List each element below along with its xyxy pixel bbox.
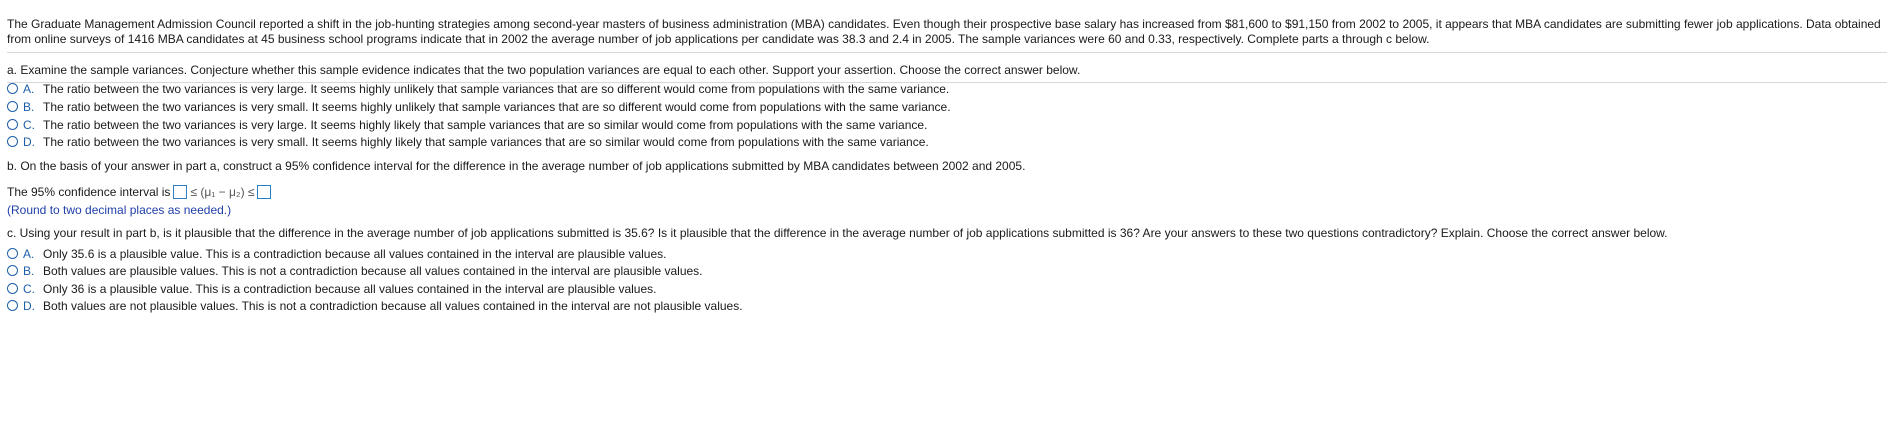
- option-text: Only 35.6 is a plausible value. This is a contradiction because all values contained in the interval are plausible values.: [43, 246, 667, 261]
- option-letter: D.: [23, 134, 35, 149]
- option-letter: A.: [23, 81, 35, 96]
- part-a-option-a[interactable]: [7, 80, 949, 97]
- option-text: The ratio between the two variances is very small. It seems highly unlikely that sample variances that are so different would come from populations with the same variance.: [43, 99, 951, 114]
- part-c-question: c. Using your result in part b, is it plausible that the difference in the average number of job applications submitted is 35.6? Is it plausible that the difference in the average number of job applications submitted is 36? Are your answers to these two questions contradictory? Explain. Choose the correct answer below.: [7, 226, 1668, 240]
- radio-button[interactable]: [7, 119, 18, 130]
- part-c-option-c[interactable]: [7, 280, 656, 297]
- ci-expression: ≤ (μ₁ − μ₂) ≤: [190, 185, 255, 199]
- option-letter: D.: [23, 298, 35, 313]
- radio-button[interactable]: [7, 300, 18, 311]
- radio-button[interactable]: [7, 136, 18, 147]
- part-c-option-a[interactable]: [7, 245, 666, 262]
- radio-button[interactable]: [7, 83, 18, 94]
- lower-bound-input[interactable]: [173, 185, 187, 199]
- confidence-interval-line: [7, 183, 274, 201]
- option-text: The ratio between the two variances is very large. It seems highly likely that sample variances that are so similar would come from populations with the same variance.: [43, 117, 928, 132]
- radio-button[interactable]: [7, 248, 18, 259]
- radio-button[interactable]: [7, 101, 18, 112]
- part-a-option-c[interactable]: [7, 116, 927, 133]
- option-text: The ratio between the two variances is very small. It seems highly likely that sample variances that are so similar would come from populations with the same variance.: [43, 134, 929, 149]
- option-letter: B.: [23, 99, 35, 114]
- upper-bound-input[interactable]: [257, 185, 271, 199]
- option-letter: C.: [23, 281, 35, 296]
- divider: [7, 52, 1887, 53]
- part-c-option-b[interactable]: [7, 262, 703, 279]
- option-text: Both values are plausible values. This is not a contradiction because all values contained in the interval are plausible values.: [43, 263, 703, 278]
- part-a-option-b[interactable]: [7, 98, 951, 115]
- part-a-option-d[interactable]: [7, 133, 929, 150]
- option-text: The ratio between the two variances is very large. It seems highly unlikely that sample variances that are so different would come from populations with the same variance.: [43, 81, 950, 96]
- option-letter: C.: [23, 117, 35, 132]
- part-c-option-d[interactable]: [7, 297, 743, 314]
- part-a-question: a. Examine the sample variances. Conjecture whether this sample evidence indicates that the two population variances are equal to each other. Support your assertion. Choose the correct answer below.: [7, 63, 1081, 77]
- radio-button[interactable]: [7, 283, 18, 294]
- option-letter: B.: [23, 263, 35, 278]
- option-text: Only 36 is a plausible value. This is a contradiction because all values contained in the interval are plausible values.: [43, 281, 657, 296]
- option-letter: A.: [23, 246, 35, 261]
- option-text: Both values are not plausible values. This is not a contradiction because all values contained in the interval are not plausible values.: [43, 298, 743, 313]
- radio-button[interactable]: [7, 265, 18, 276]
- ci-prefix: The 95% confidence interval is: [7, 185, 171, 199]
- rounding-hint: (Round to two decimal places as needed.): [7, 203, 232, 217]
- problem-statement: The Graduate Management Admission Council reported a shift in the job-hunting strategies among second-year masters of business administration (MBA) candidates. Even though their prospective base salary has increased from $81,600 to $91,150 from 2002 to 2005, it appears that MBA candidates are submitting fewer job applications. Data obtained from online surveys of 1416 MBA candidates at 45 business school programs indicate that in 2002 the average number of job applications per candidate was 38.3 and 2.4 in 2005. The sample variances were 60 and 0.33, respectively. Complete parts a through c below.: [7, 17, 1881, 46]
- part-b-question: b. On the basis of your answer in part a, construct a 95% confidence interval for the difference in the average number of job applications submitted by MBA candidates between 2002 and 2005.: [7, 159, 1026, 173]
